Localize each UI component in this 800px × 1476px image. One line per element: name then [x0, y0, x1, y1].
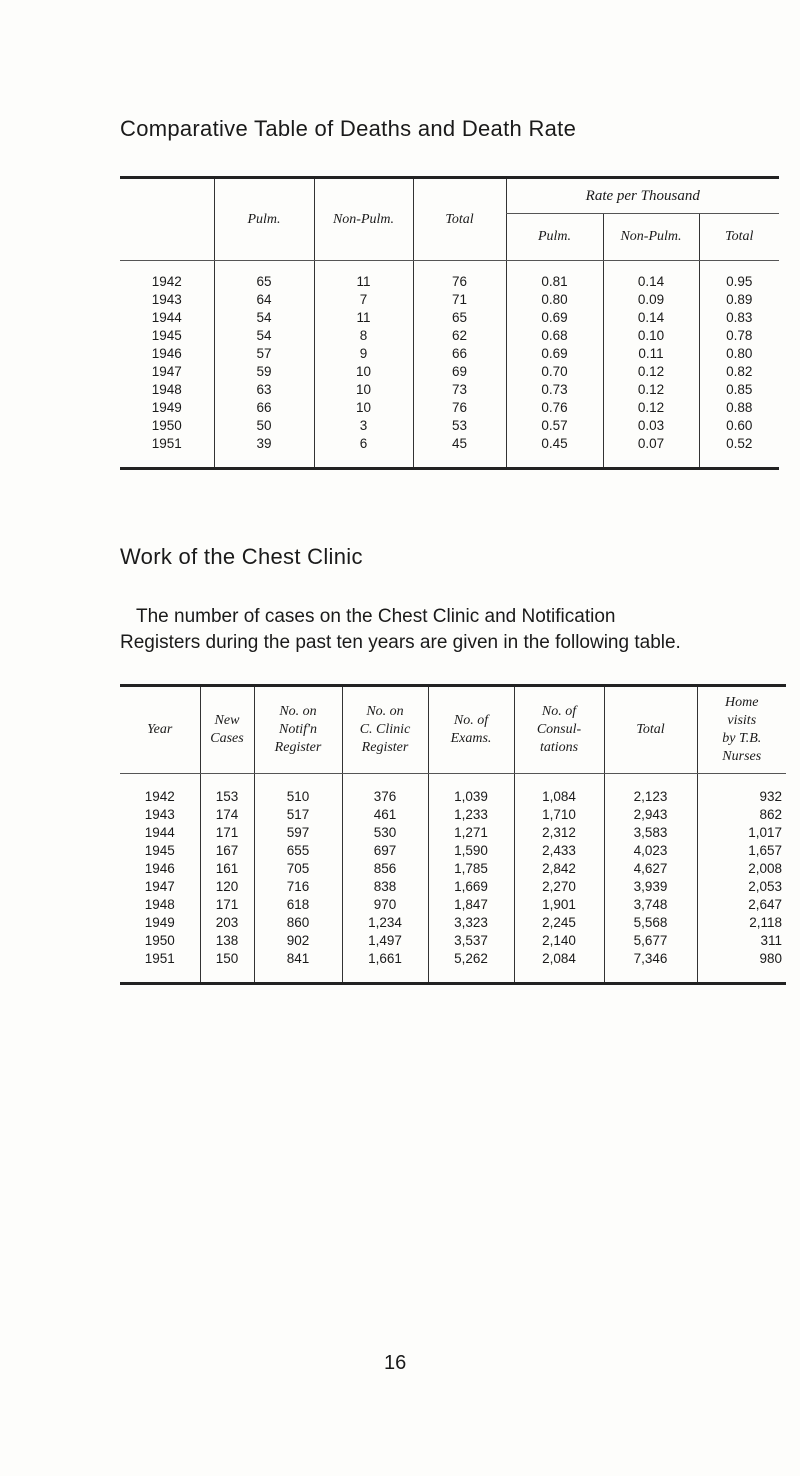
- table-row: [120, 842, 786, 860]
- clinic-register-cell: 461: [342, 806, 428, 824]
- notification-register-cell: 716: [254, 878, 342, 896]
- total-cell: 69: [413, 363, 506, 381]
- exams-cell: 1,271: [428, 824, 514, 842]
- rate-non-pulm-cell: 0.12: [603, 363, 699, 381]
- year-cell: 1948: [144, 897, 175, 912]
- new-cases-cell: 138: [200, 932, 254, 950]
- rate-non-pulm-cell: 0.11: [603, 345, 699, 363]
- consultations-cell: 2,140: [514, 932, 604, 950]
- chest-clinic-table: [120, 684, 786, 985]
- clinic-register-cell: 1,234: [342, 914, 428, 932]
- exams-cell: 1,233: [428, 806, 514, 824]
- table-row: [120, 327, 779, 345]
- death-rate-table-body: [120, 261, 779, 469]
- pulm-header: Pulm.: [214, 178, 314, 261]
- total-cell: 73: [413, 381, 506, 399]
- consultations-cell: 1,901: [514, 896, 604, 914]
- rate-pulm-header: Pulm.: [506, 214, 603, 261]
- total-cell: 65: [413, 309, 506, 327]
- year-cell: 1946: [151, 346, 182, 361]
- exams-cell: 1,669: [428, 878, 514, 896]
- pulm-cell: 57: [214, 345, 314, 363]
- pulm-cell: 66: [214, 399, 314, 417]
- table-row: [120, 417, 779, 435]
- notification-register-cell: 841: [254, 950, 342, 984]
- new-cases-cell: 171: [200, 824, 254, 842]
- table-row: [120, 914, 786, 932]
- home-visits-cell: 311: [697, 932, 786, 950]
- paragraph-line: The number of cases on the Chest Clinic and Notification: [136, 606, 616, 627]
- home-visits-cell: 932: [697, 774, 786, 807]
- rate-pulm-cell: 0.68: [506, 327, 603, 345]
- new-cases-cell: 203: [200, 914, 254, 932]
- rate-pulm-cell: 0.57: [506, 417, 603, 435]
- total-cell: 2,943: [604, 806, 697, 824]
- table-row: [120, 381, 779, 399]
- year-cell: 1950: [144, 933, 175, 948]
- table-row: [120, 435, 779, 469]
- consultations-cell: 2,084: [514, 950, 604, 984]
- table-row: [120, 878, 786, 896]
- total-header: Total: [413, 178, 506, 261]
- rate-total-cell: 0.95: [699, 261, 779, 292]
- rate-total-cell: 0.52: [699, 435, 779, 469]
- paragraph-line: Registers during the past ten years are given in the following table.: [120, 632, 681, 653]
- clinic-register-cell: 376: [342, 774, 428, 807]
- total-cell: 62: [413, 327, 506, 345]
- intro-paragraph: [120, 604, 800, 656]
- consultations-cell: 2,433: [514, 842, 604, 860]
- clinic-register-cell: 697: [342, 842, 428, 860]
- death-rate-table: [120, 176, 779, 470]
- clinic-register-cell: 970: [342, 896, 428, 914]
- rate-total-cell: 0.60: [699, 417, 779, 435]
- home-visits-cell: 1,657: [697, 842, 786, 860]
- pulm-cell: 65: [214, 261, 314, 292]
- notification-register-header: No. on Notif'n Register: [254, 686, 342, 774]
- consultations-header: No. of Consul- tations: [514, 686, 604, 774]
- notification-register-cell: 517: [254, 806, 342, 824]
- total-cell: 3,939: [604, 878, 697, 896]
- table-row: [120, 363, 779, 381]
- consultations-cell: 1,084: [514, 774, 604, 807]
- non-pulm-cell: 11: [314, 261, 413, 292]
- table-row: [120, 261, 779, 292]
- total-cell: 7,346: [604, 950, 697, 984]
- year-cell: 1942: [151, 274, 182, 289]
- rate-pulm-cell: 0.81: [506, 261, 603, 292]
- consultations-cell: 2,270: [514, 878, 604, 896]
- rate-total-cell: 0.83: [699, 309, 779, 327]
- total-cell: 53: [413, 417, 506, 435]
- rate-pulm-cell: 0.80: [506, 291, 603, 309]
- total-cell: 5,677: [604, 932, 697, 950]
- new-cases-cell: 120: [200, 878, 254, 896]
- notification-register-cell: 705: [254, 860, 342, 878]
- pulm-cell: 63: [214, 381, 314, 399]
- rate-non-pulm-cell: 0.10: [603, 327, 699, 345]
- total-cell: 4,023: [604, 842, 697, 860]
- table-header-row: [120, 686, 786, 774]
- year-cell: 1945: [144, 843, 175, 858]
- exams-cell: 1,847: [428, 896, 514, 914]
- home-visits-cell: 980: [697, 950, 786, 984]
- table-row: [120, 932, 786, 950]
- home-visits-cell: 862: [697, 806, 786, 824]
- notification-register-cell: 655: [254, 842, 342, 860]
- year-cell: 1949: [144, 915, 175, 930]
- non-pulm-cell: 8: [314, 327, 413, 345]
- rate-non-pulm-cell: 0.14: [603, 261, 699, 292]
- new-cases-cell: 153: [200, 774, 254, 807]
- page-number: 16: [384, 1352, 407, 1374]
- year-cell: 1949: [151, 400, 182, 415]
- total-cell: 2,123: [604, 774, 697, 807]
- non-pulm-cell: 9: [314, 345, 413, 363]
- year-cell: 1943: [144, 807, 175, 822]
- year-cell: 1943: [151, 292, 182, 307]
- notification-register-cell: 618: [254, 896, 342, 914]
- non-pulm-cell: 11: [314, 309, 413, 327]
- chest-clinic-table-body: [120, 774, 786, 984]
- total-cell: 45: [413, 435, 506, 469]
- non-pulm-cell: 6: [314, 435, 413, 469]
- pulm-cell: 59: [214, 363, 314, 381]
- pulm-cell: 39: [214, 435, 314, 469]
- rate-pulm-cell: 0.69: [506, 345, 603, 363]
- rate-pulm-cell: 0.70: [506, 363, 603, 381]
- new-cases-header: New Cases: [200, 686, 254, 774]
- exams-cell: 5,262: [428, 950, 514, 984]
- home-visits-cell: 1,017: [697, 824, 786, 842]
- table-row: [120, 806, 786, 824]
- new-cases-cell: 171: [200, 896, 254, 914]
- pulm-cell: 54: [214, 327, 314, 345]
- total-cell: 76: [413, 261, 506, 292]
- rate-pulm-cell: 0.73: [506, 381, 603, 399]
- table-row: [120, 860, 786, 878]
- consultations-cell: 2,842: [514, 860, 604, 878]
- home-visits-cell: 2,118: [697, 914, 786, 932]
- rate-non-pulm-cell: 0.07: [603, 435, 699, 469]
- notification-register-cell: 597: [254, 824, 342, 842]
- year-cell: 1944: [151, 310, 182, 325]
- rate-non-pulm-header: Non-Pulm.: [603, 214, 699, 261]
- rate-total-cell: 0.78: [699, 327, 779, 345]
- year-cell: 1945: [151, 328, 182, 343]
- year-cell: 1946: [144, 861, 175, 876]
- consultations-cell: 2,245: [514, 914, 604, 932]
- non-pulm-cell: 7: [314, 291, 413, 309]
- table-row: [120, 774, 786, 807]
- pulm-cell: 50: [214, 417, 314, 435]
- rate-non-pulm-cell: 0.09: [603, 291, 699, 309]
- exams-cell: 1,590: [428, 842, 514, 860]
- rate-total-cell: 0.85: [699, 381, 779, 399]
- exams-header: No. of Exams.: [428, 686, 514, 774]
- home-visits-cell: 2,053: [697, 878, 786, 896]
- total-cell: 3,748: [604, 896, 697, 914]
- rate-pulm-cell: 0.69: [506, 309, 603, 327]
- table-row: [120, 291, 779, 309]
- rate-pulm-cell: 0.45: [506, 435, 603, 469]
- total-cell: 5,568: [604, 914, 697, 932]
- rate-total-cell: 0.88: [699, 399, 779, 417]
- rate-total-cell: 0.80: [699, 345, 779, 363]
- rate-non-pulm-cell: 0.14: [603, 309, 699, 327]
- rate-total-cell: 0.89: [699, 291, 779, 309]
- consultations-cell: 1,710: [514, 806, 604, 824]
- new-cases-cell: 174: [200, 806, 254, 824]
- rate-total-header: Total: [699, 214, 779, 261]
- table-row: [120, 950, 786, 984]
- pulm-cell: 64: [214, 291, 314, 309]
- non-pulm-cell: 10: [314, 381, 413, 399]
- table-row: [120, 345, 779, 363]
- rate-non-pulm-cell: 0.03: [603, 417, 699, 435]
- non-pulm-header: Non-Pulm.: [314, 178, 413, 261]
- clinic-register-cell: 530: [342, 824, 428, 842]
- table-row: [120, 399, 779, 417]
- total-cell: 66: [413, 345, 506, 363]
- year-header: Year: [120, 686, 200, 774]
- year-header-blank: [120, 178, 214, 261]
- table-row: [120, 309, 779, 327]
- year-cell: 1942: [144, 789, 175, 804]
- rate-per-thousand-header: Rate per Thousand: [506, 178, 779, 214]
- total-header: Total: [604, 686, 697, 774]
- year-cell: 1948: [151, 382, 182, 397]
- rate-non-pulm-cell: 0.12: [603, 399, 699, 417]
- home-visits-header: Home visits by T.B. Nurses: [697, 686, 786, 774]
- new-cases-cell: 161: [200, 860, 254, 878]
- exams-cell: 1,039: [428, 774, 514, 807]
- home-visits-cell: 2,647: [697, 896, 786, 914]
- total-cell: 76: [413, 399, 506, 417]
- year-cell: 1951: [144, 951, 175, 966]
- year-cell: 1947: [144, 879, 175, 894]
- rate-total-cell: 0.82: [699, 363, 779, 381]
- total-cell: 3,583: [604, 824, 697, 842]
- year-cell: 1944: [144, 825, 175, 840]
- notification-register-cell: 860: [254, 914, 342, 932]
- exams-cell: 3,537: [428, 932, 514, 950]
- total-cell: 4,627: [604, 860, 697, 878]
- new-cases-cell: 150: [200, 950, 254, 984]
- table1-title: Comparative Table of Deaths and Death Rate: [120, 116, 577, 141]
- rate-non-pulm-cell: 0.12: [603, 381, 699, 399]
- exams-cell: 1,785: [428, 860, 514, 878]
- clinic-register-cell: 856: [342, 860, 428, 878]
- clinic-register-cell: 1,497: [342, 932, 428, 950]
- notification-register-cell: 902: [254, 932, 342, 950]
- non-pulm-cell: 10: [314, 399, 413, 417]
- non-pulm-cell: 3: [314, 417, 413, 435]
- pulm-cell: 54: [214, 309, 314, 327]
- clinic-register-header: No. on C. Clinic Register: [342, 686, 428, 774]
- notification-register-cell: 510: [254, 774, 342, 807]
- year-cell: 1951: [151, 436, 182, 451]
- year-cell: 1947: [151, 364, 182, 379]
- exams-cell: 3,323: [428, 914, 514, 932]
- new-cases-cell: 167: [200, 842, 254, 860]
- year-cell: 1950: [151, 418, 182, 433]
- table-row: [120, 824, 786, 842]
- consultations-cell: 2,312: [514, 824, 604, 842]
- home-visits-cell: 2,008: [697, 860, 786, 878]
- clinic-register-cell: 838: [342, 878, 428, 896]
- rate-pulm-cell: 0.76: [506, 399, 603, 417]
- non-pulm-cell: 10: [314, 363, 413, 381]
- total-cell: 71: [413, 291, 506, 309]
- section-title: Work of the Chest Clinic: [120, 544, 363, 569]
- table-row: [120, 896, 786, 914]
- clinic-register-cell: 1,661: [342, 950, 428, 984]
